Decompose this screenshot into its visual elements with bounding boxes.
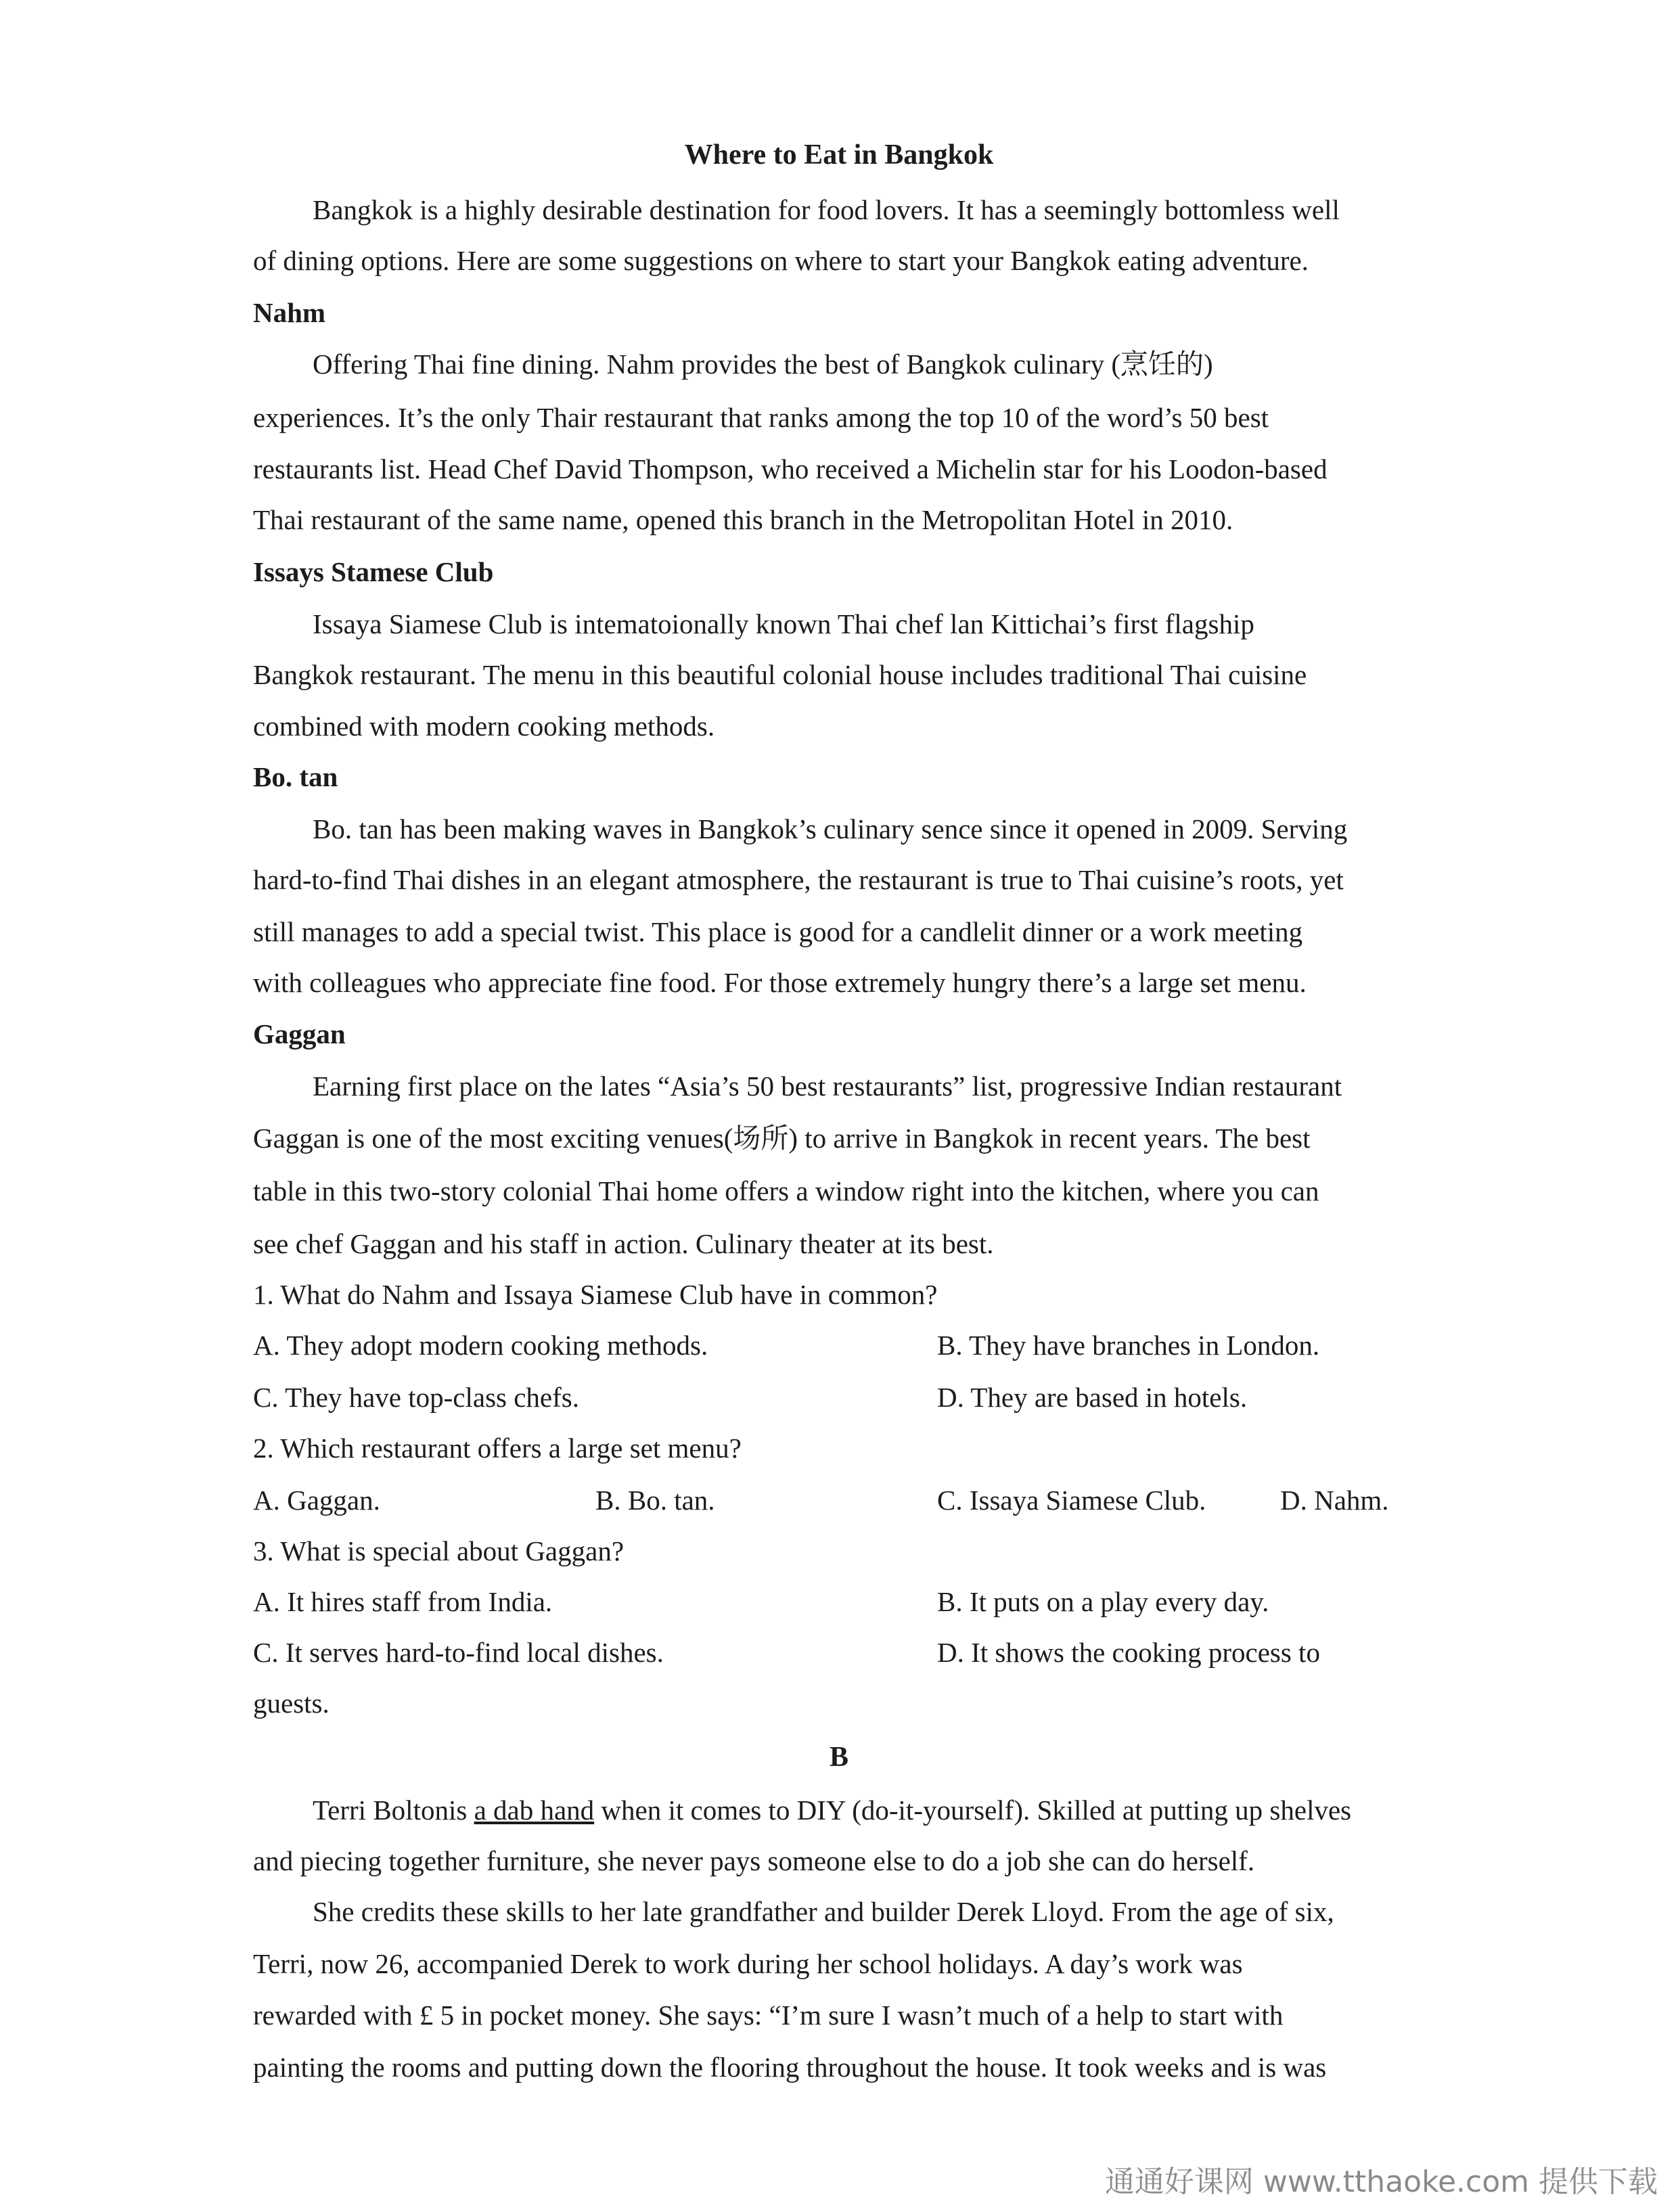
answer-option: C. They have top-class chefs. [253,1382,579,1413]
paragraph-line: combined with modern cooking methods. [253,710,715,742]
section-heading-nahm: Nahm [253,297,326,328]
paragraph-line: Bo. tan has been making waves in Bangkok’s culinary sence since it opened in 2009. Serving [313,813,1348,844]
paragraph-line [313,1797,1351,1824]
answer-option: C. It serves hard-to-find local dishes. [253,1637,664,1668]
answer-option: D. They are based in hotels. [937,1382,1248,1413]
question-stem: 1. What do Nahm and Issaya Siamese Club have in common? [253,1279,938,1310]
passage-title: Where to Eat in Bangkok [684,139,994,171]
answer-option: B. Bo. tan. [595,1485,715,1516]
paragraph-line: Issaya Siamese Club is intematoionally known Thai chef lan Kittichai’s first flagship [313,608,1254,639]
paragraph-line: Bangkok restaurant. The menu in this beautiful colonial house includes traditional Thai cuisine [253,659,1307,690]
intro-line: Bangkok is a highly desirable destination for food lovers. It has a seemingly bottomless well [313,194,1340,225]
answer-option: A. It hires staff from India. [253,1586,553,1617]
section-heading-issaya: Issays Stamese Club [253,556,494,587]
paragraph-line: painting the rooms and putting down the flooring throughout the house. It took weeks and is was [253,2052,1327,2083]
answer-option-continuation: guests. [253,1688,330,1719]
question-stem: 3. What is special about Gaggan? [253,1535,625,1566]
paragraph-line: table in this two-story colonial Thai home offers a window right into the kitchen, where you can [253,1175,1319,1206]
paragraph-line: Gaggan is one of the most exciting venues(场所) to arrive in Bangkok in recent years. The best [253,1123,1311,1154]
paragraph-line: Terri, now 26, accompanied Derek to work during her school holidays. A day’s work was [253,1948,1243,1979]
watermark: 通通好课网 www.tthaoke.com 提供下载 [1104,2165,1658,2199]
intro-line: of dining options. Here are some suggestions on where to start your Bangkok eating adventure. [253,245,1309,276]
answer-option: B. It puts on a play every day. [937,1586,1269,1617]
answer-option: A. They adopt modern cooking methods. [253,1330,708,1361]
paragraph-line: still manages to add a special twist. This place is good for a candlelit dinner or a work meeting [253,916,1303,947]
answer-option: D. It shows the cooking process to [937,1637,1320,1668]
section-heading-botan: Bo. tan [253,761,338,792]
section-heading-gaggan: Gaggan [253,1018,346,1049]
answer-option: D. Nahm. [1280,1485,1389,1516]
answer-option: C. Issaya Siamese Club. [937,1485,1206,1516]
question-stem: 2. Which restaurant offers a large set menu? [253,1432,742,1464]
paragraph-line: She credits these skills to her late grandfather and builder Derek Lloyd. From the age of six, [313,1896,1334,1927]
answer-option: A. Gaggan. [253,1485,380,1516]
paragraph-line: and piecing together furniture, she never pays someone else to do a job she can do herself. [253,1845,1255,1876]
paragraph-line: rewarded with £ 5 in pocket money. She says: “I’m sure I wasn’t much of a help to start with [253,2000,1284,2031]
section-label-b: B [829,1742,848,1773]
paragraph-line: with colleagues who appreciate fine food. For those extremely hungry there’s a large set menu. [253,967,1307,998]
paragraph-line: Offering Thai fine dining. Nahm provides the best of Bangkok culinary (烹饪的) [313,348,1213,380]
text-run: when it comes to DIY (do-it-yourself). Skilled at putting up shelves [594,1795,1352,1826]
paragraph-line: Earning first place on the lates “Asia’s 50 best restaurants” list, progressive Indian restaurant [313,1070,1342,1102]
paragraph-line: see chef Gaggan and his staff in action. Culinary theater at its best. [253,1228,994,1259]
paragraph-line: Thai restaurant of the same name, opened this branch in the Metropolitan Hotel in 2010. [253,504,1233,535]
underlined-phrase: a dab hand [474,1795,595,1826]
paragraph-line: restaurants list. Head Chef David Thompson, who received a Michelin star for his Loodon-based [253,453,1328,484]
text-run: Terri Boltonis [313,1795,474,1826]
paragraph-line: hard-to-find Thai dishes in an elegant atmosphere, the restaurant is true to Thai cuisine’s roots, yet [253,864,1344,895]
paragraph-line: experiences. It’s the only Thair restaurant that ranks among the top 10 of the word’s 50 best [253,402,1269,433]
answer-option: B. They have branches in London. [937,1330,1320,1361]
